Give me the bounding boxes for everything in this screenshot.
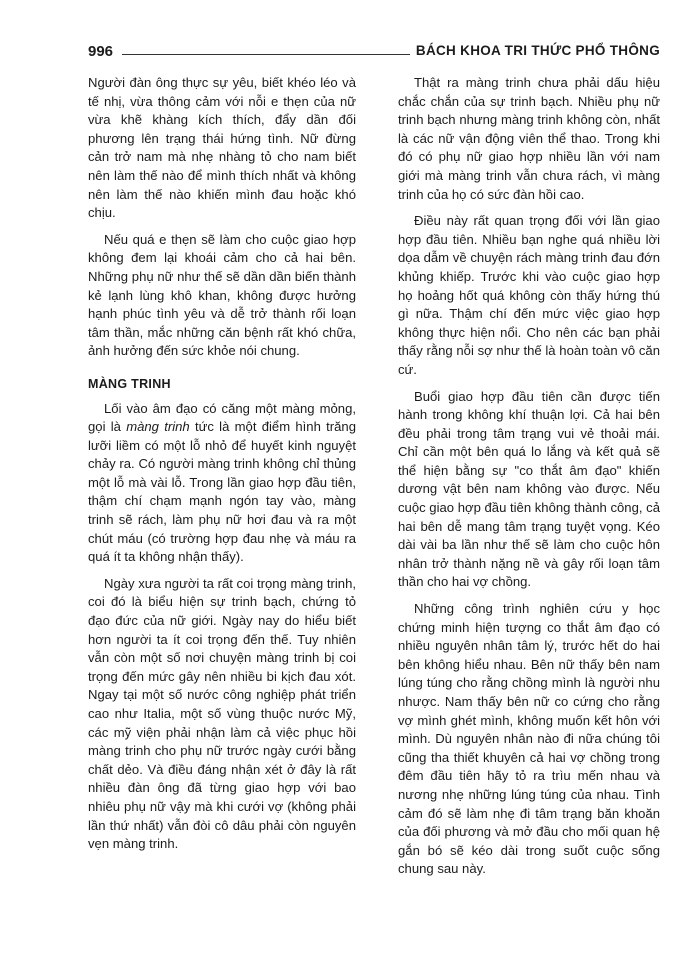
page-number: 996	[88, 43, 114, 60]
page-header	[88, 40, 660, 66]
paragraph: Buổi giao hợp đầu tiên cần được tiến hành trong không khí thuận lợi. Cả hai bên đều phải trong tâm trạng vui vẻ thoải mái. Chỉ cần một bên quá lo lắng và kết quả sẽ thể hiện bằng sự "co thắt âm đạo" khiến dương vật bên nam không vào được. Nếu cuộc giao hợp đầu tiên không thành công, cả hai bên dễ mang tâm trạng tuyệt vọng. Kéo dài vài ba lần như thế sẽ làm cho cuộc hôn nhân trở thành nặng nề và gây rối loạn tâm thần cho hai vợ chồng.	[398, 388, 660, 590]
text-span: Lối vào âm đạo có căng một màng mỏng, gọi là	[88, 400, 356, 435]
paragraph: Người đàn ông thực sự yêu, biết khéo léo và tế nhị, vừa thông cảm với nỗi e thẹn của nữ vừa khẽ khàng kích thích, đẩy dần đối phương lên trạng thái hứng tình. Nữ đừng cản trở nam mà nhẹ nhàng tỏ cho nam biết nên làm thế nào để mình thích nhất và không nên làm thế nào khiến mình đau hoặc khó chịu.	[88, 75, 356, 221]
paragraph: Ngày xưa người ta rất coi trọng màng trinh, coi đó là biểu hiện sự trinh bạch, chứng tỏ đạo đức của nữ giới. Ngày nay do hiểu biết hơn người ta ít coi trọng đến thế. Tuy nhiên vẫn còn một số nơi chuyện màng trinh bị coi trọng đến mức gây nên nhiều bi kịch đau xót. Ngay tại một số nước công nghiệp phát triển cao như Italia, một số vùng thuộc nước Mỹ, các mỹ viện phải nhận làm cả việc phục hồi màng trinh cho phụ nữ trước ngày cưới bằng chất dẻo. Và điều đáng nhận xét ở đây là rất nhiều đàn ông đã từng giao hợp với bao nhiêu phụ nữ vậy mà khi cưới vợ (không phải lần thứ nhất) vẫn đòi cô dâu phải còn nguyên vẹn màng trinh.	[88, 575, 356, 852]
paragraph: Thật ra màng trinh chưa phải dấu hiệu chắc chắn của sự trinh bạch. Nhiều phụ nữ trinh bạch nhưng màng trinh không còn, nhất là các nữ vận động viên thể thao. Trong khi đó có phụ nữ giao hợp nhiều lần với nam giới mà màng trinh vẫn chưa rách, vì màng trinh của họ có sức đàn hồi cao.	[398, 75, 660, 202]
paragraph	[88, 400, 356, 567]
section-heading: MÀNG TRINH	[88, 376, 171, 391]
header-rule	[122, 54, 410, 55]
paragraph: Điều này rất quan trọng đối với lần giao hợp đầu tiên. Nhiều bạn nghe quá nhiều lời dọa dẫm về chuyện rách màng trinh đau đớn khủng khiếp. Trước khi vào cuộc giao hợp họ hoảng hốt quá không còn thấy hứng thú gì nữa. Thậm chí đến mức việc giao hợp không thực hiện nổi. Cho nên các bạn phải thấy rằng nỗi sợ như thế là hoàn toàn vô căn cứ.	[398, 213, 660, 377]
right-column	[398, 74, 660, 887]
text-span: tức là một điểm hình trăng lưỡi liềm có một lỗ nhỏ để huyết kinh nguyệt chảy ra. Có người màng trinh không chỉ thủng một lỗ mà vài lỗ. Trong lần giao hợp đầu tiên, thậm chí chạm mạnh ngón tay vào, màng trinh sẽ rách, làm phụ nữ hơi đau và ra một chút máu (có trường hợp đau nhẹ và máu ra quá ít ta không nhận thấy).	[88, 419, 356, 565]
defined-term: màng trinh	[126, 419, 190, 435]
paragraph: Nếu quá e thẹn sẽ làm cho cuộc giao hợp không đem lại khoái cảm cho cả hai bên. Những phụ nữ như thế sẽ dần dần biến thành kẻ lạnh lùng khô khan, không được hưởng hạnh phúc tình yêu và dễ trở thành rối loạn tâm thần, mắc những căn bệnh rất khó chữa, ảnh hưởng đến sức khỏe nói chung.	[88, 231, 356, 359]
running-title: BÁCH KHOA TRI THỨC PHỔ THÔNG	[415, 43, 660, 58]
left-column	[88, 74, 356, 862]
paragraph: Những công trình nghiên cứu y học chứng minh hiện tượng co thắt âm đạo có nhiều nguyên nhân tâm lý, trước hết do hai bên không hiểu nhau. Bên nữ thấy bên nam lúng túng cho rằng chồng mình là người nhu nhược. Nam thấy bên nữ co cứng cho rằng vợ mình ghét mình, không muốn kết hôn với mình. Dù nguyên nhân nào đi nữa chúng tôi cũng tha thiết khuyên cả hai vợ chồng trong đêm đầu tiên hãy tỏ ra trìu mến nhau và nương nhẹ những lúng túng của nhau. Tình cảm đó sẽ làm nhẹ đi tâm trạng băn khoăn của đối phương và mở đầu cho mối quan hệ gắn bó sẽ kéo dài trong suốt cuộc sống chung sau này.	[398, 601, 660, 877]
